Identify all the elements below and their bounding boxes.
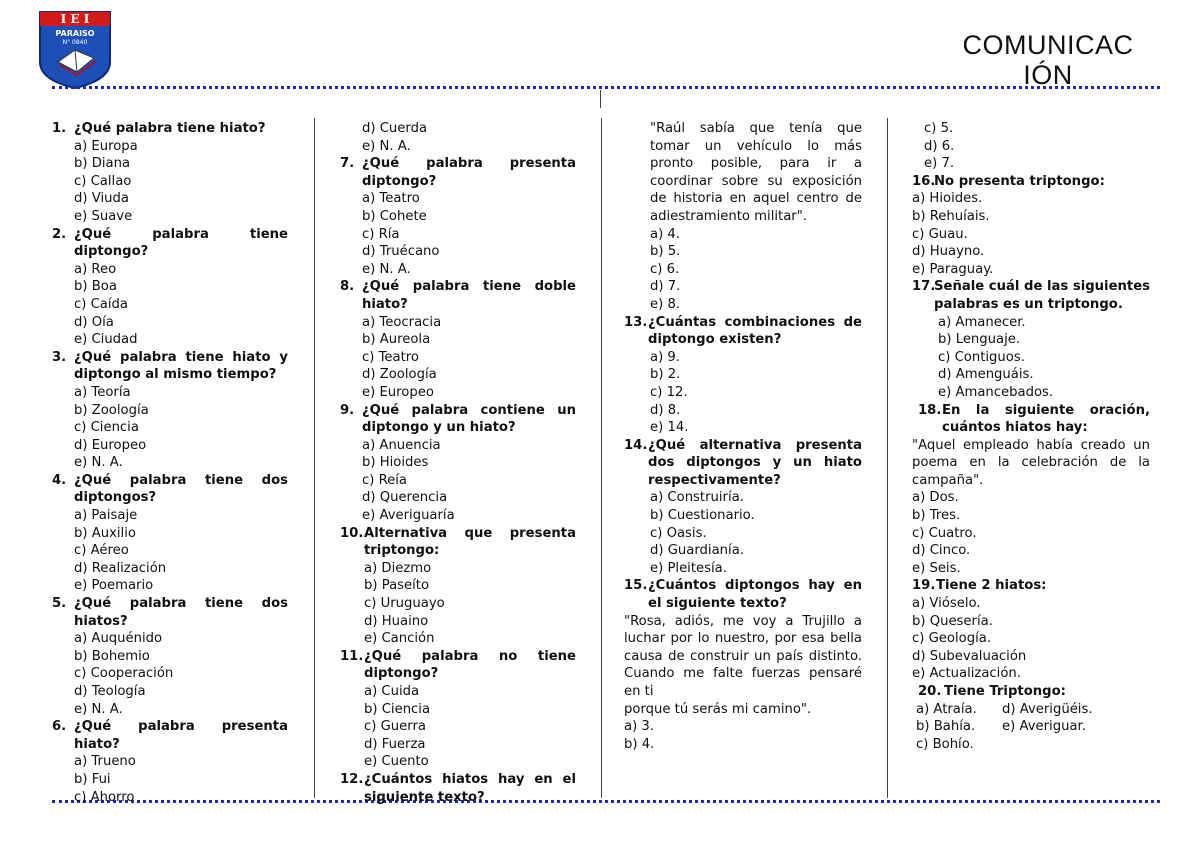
question-number: 13. [624,314,648,330]
option[interactable]: d) Zoología [362,367,437,383]
option[interactable]: a) Dos. [912,490,959,506]
question-text: Tiene Triptongo: [944,684,1066,699]
option[interactable]: b) Rehuíais. [912,208,990,224]
question-number: 17. [912,279,936,295]
question-number: 10. [340,525,364,541]
question-19 [912,577,1150,683]
option[interactable]: b) 5. [650,244,681,260]
option[interactable]: d) Realización [74,560,167,576]
option[interactable]: e) Canción [364,631,435,647]
option[interactable]: e) Amancebados. [938,384,1054,400]
option[interactable]: e) N. A. [362,138,411,154]
option[interactable]: b) Paseíto [364,578,430,594]
question-number: 18. [918,402,942,418]
option[interactable]: a) Teatro [362,191,420,207]
option[interactable]: e) 8. [650,296,681,312]
option[interactable]: b) Zoología [74,402,149,418]
option[interactable]: d) Amenguáis. [938,367,1034,383]
option[interactable]: a) Paisaje [74,508,138,524]
question-number: 16. [912,173,936,189]
question-number: 19. [912,578,936,594]
option[interactable]: a) Amanecer. [938,314,1026,330]
question-3 [52,349,288,472]
question-number: 5. [52,596,67,612]
question-number: 14. [624,437,648,453]
option[interactable]: a) Atraía. [916,701,977,717]
question-12-continued [624,120,862,314]
option[interactable]: c) Reía [362,472,408,488]
option[interactable]: d) 8. [650,402,681,418]
option[interactable]: d) Europeo [74,437,147,453]
question-number: 11. [340,648,364,664]
question-number: 15. [624,578,648,594]
question-17 [912,278,1150,401]
option[interactable]: b) Auxilio [74,525,136,541]
option[interactable]: c) Guerra [364,719,426,735]
question-text: ¿Qué palabra presenta hiato? [74,719,288,752]
option[interactable]: a) Trueno [74,754,136,770]
option[interactable]: d) Huayno. [912,244,985,260]
question-9 [340,402,576,525]
question-text: ¿Cuántas combinaciones de diptongo existen? [648,314,862,348]
option[interactable]: e) Paraguay. [912,261,994,277]
logo-school-name: PARAISO [55,29,95,38]
option[interactable]: d) 6. [924,138,955,154]
question-text: ¿Qué palabra tiene hiato y diptongo al mismo tiempo? [74,349,288,383]
option[interactable]: a) Diezmo [364,560,432,576]
option[interactable]: c) Contiguos. [938,349,1025,365]
logo-letters: I E I [60,12,90,26]
question-15 [624,577,862,753]
question-number: 7. [340,156,355,172]
option[interactable]: e) 7. [924,156,955,172]
question-text: ¿Qué palabra contiene un diptongo y un hiato? [362,402,576,436]
option[interactable]: b) Bohemio [74,648,150,664]
question-text: ¿Qué palabra presenta diptongo? [362,156,576,189]
question-text: ¿Qué palabra tiene hiato? [74,121,266,136]
option[interactable]: a) 9. [650,349,681,365]
question-text: Alternativa que presenta triptongo: [364,525,576,559]
option[interactable]: c) 5. [924,121,954,136]
option[interactable]: d) Oía [74,314,114,330]
header-center-tick [600,90,601,108]
question-18 [912,402,1150,578]
option[interactable]: a) Auquénido [74,631,163,647]
option[interactable]: d) Querencia [362,490,448,506]
option[interactable]: e) Suave [74,208,133,224]
header-divider [52,86,1160,89]
option[interactable]: c) Bohío. [916,736,974,752]
option[interactable]: a) Cuida [364,684,420,699]
option[interactable]: c) Oasis. [650,525,707,541]
question-16 [912,173,1150,279]
question-text: ¿Qué palabra tiene diptongo? [74,226,288,260]
option[interactable]: b) Boa [74,279,117,295]
option[interactable]: b) Ciencia [364,701,431,717]
question-1 [52,120,288,226]
option[interactable]: c) Ría [362,226,400,242]
question-text: Señale cuál de las siguientes palabras es un triptongo. [934,279,1150,312]
question-15-passage: "Rosa, adiós, me voy a Trujillo a luchar por lo nuestro, por esa bella causa de construir un país distinto. Cuando me falte fuerzas pensaré en ti [624,613,862,699]
question-text: ¿Qué palabra tiene dos diptongos? [74,472,288,506]
question-2 [52,226,288,349]
column-4 [912,120,1150,753]
option[interactable]: d) Guardianía. [650,543,744,559]
option[interactable]: b) Aureola [362,332,431,348]
column-2 [340,120,576,806]
option[interactable]: e) Seis. [912,560,961,576]
option[interactable]: e) Poemario [74,578,154,594]
option[interactable]: a) Europa [74,138,138,154]
subject-title-line1: COMUNICAC [962,30,1134,60]
option[interactable]: c) Ciencia [74,420,139,436]
column-1 [52,120,288,806]
option[interactable]: c) Uruguayo [364,596,445,612]
question-4 [52,472,288,595]
question-8 [340,278,576,401]
column-divider-3 [887,118,888,798]
option[interactable]: e) N. A. [362,261,411,277]
question-number: 1. [52,121,67,136]
option[interactable]: e) Actualización. [912,666,1021,682]
option[interactable]: a) Construiría. [650,490,744,506]
option[interactable]: c) Caída [74,296,128,312]
option[interactable]: b) Diana [74,156,131,172]
option[interactable]: c) Geología. [912,631,992,647]
option[interactable]: d) Fuerza [364,736,426,752]
option[interactable]: d) Truécano [362,244,440,260]
option[interactable]: c) Cuatro. [912,525,977,541]
option[interactable]: e) 14. [650,420,689,436]
question-7 [340,155,576,278]
option[interactable]: e) Europeo [362,384,434,400]
question-18-passage: "Aquel empleado había creado un poema en la celebración de la campaña". [912,437,1150,488]
option[interactable]: e) Ciudad [74,332,138,348]
question-number: 12. [340,771,364,787]
option[interactable]: b) Bahía. [916,719,976,735]
option[interactable]: b) Fui [74,771,111,787]
option[interactable]: b) Cuestionario. [650,508,755,524]
question-11 [340,648,576,771]
option[interactable]: c) Guau. [912,226,968,242]
option[interactable]: b) 4. [624,736,655,752]
option[interactable]: c) 12. [650,384,688,400]
question-10 [340,525,576,648]
question-text: ¿Qué alternativa presenta dos diptongos y un hiato respectivamente? [648,437,862,488]
column-divider-1 [314,118,315,798]
option[interactable]: d) Teología [74,684,146,699]
question-6-continued [340,120,576,155]
question-14 [624,437,862,578]
option[interactable]: a) 3. [624,719,655,735]
option[interactable]: e) Averiguar. [1002,719,1086,735]
option[interactable]: a) Hioides. [912,191,983,207]
column-3 [624,120,862,753]
question-20 [912,683,1150,753]
question-6 [52,718,288,806]
logo-school-number: N° 0840 [62,39,88,46]
option[interactable]: c) 6. [650,261,680,277]
option[interactable]: e) Pleitesía. [650,560,727,576]
option[interactable]: a) Reo [74,261,117,277]
option[interactable]: d) 7. [650,279,681,295]
option[interactable]: c) Teatro [362,349,419,365]
question-text: ¿Qué palabra no tiene diptongo? [364,648,576,682]
option[interactable]: d) Cinco. [912,543,971,559]
option[interactable]: a) 4. [650,226,681,242]
question-number: 6. [52,719,67,735]
option[interactable]: c) Callao [74,173,132,189]
question-text: No presenta triptongo: [934,173,1105,189]
question-number: 9. [340,402,355,418]
option[interactable]: b) Hioides [362,455,429,471]
option[interactable]: b) Cohete [362,208,427,224]
option[interactable]: e) N. A. [74,455,123,471]
question-text: Tiene 2 hiatos: [936,578,1047,594]
question-text: En la siguiente oración, cuántos hiatos hay: [942,402,1150,436]
question-number: 3. [52,349,67,365]
option[interactable]: c) Cooperación [74,666,174,682]
option[interactable]: e) Averiguaría [362,508,455,524]
question-5 [52,595,288,718]
question-number: 2. [52,226,67,242]
question-15-passage-end: porque tú serás mi camino". [624,701,812,717]
option[interactable]: c) Ahorro [74,789,135,805]
option[interactable]: b) Lenguaje. [938,332,1021,348]
question-number: 20. [918,684,942,699]
option[interactable]: d) Averigüéis. [1002,701,1093,717]
subject-title [958,30,1138,90]
option[interactable]: e) Cuento [364,754,429,770]
option[interactable]: a) Teocracia [362,314,442,330]
question-13 [624,314,862,437]
option[interactable]: b) Tres. [912,508,961,524]
question-12 [340,771,576,806]
subject-title-line2: IÓN [1023,60,1073,90]
column-divider-2 [601,118,602,798]
question-number: 4. [52,472,67,488]
option[interactable]: d) Huaino [364,613,429,629]
option[interactable]: e) N. A. [74,701,123,717]
option[interactable]: d) Cuerda [362,121,428,136]
option[interactable]: d) Viuda [74,191,129,207]
option[interactable]: a) Vióselo. [912,596,981,612]
option[interactable]: a) Teoría [74,384,131,400]
option[interactable]: b) 2. [650,367,681,383]
option[interactable]: a) Anuencia [362,437,441,453]
question-text: ¿Qué palabra tiene dos hiatos? [74,596,288,629]
option[interactable]: b) Quesería. [912,613,993,629]
question-text: ¿Cuántos diptongos hay en el siguiente texto? [648,578,862,612]
question-number: 8. [340,279,355,295]
school-logo [38,10,112,90]
question-text: ¿Cuántos hiatos hay en el siguiente texto? [364,771,576,805]
option[interactable]: c) Aéreo [74,543,129,559]
option[interactable]: d) Subevaluación [912,648,1027,664]
question-12-passage: "Raúl sabía que tenía que tomar un vehículo lo más pronto posible, para ir a coordinar sobre su exposición de historia en aquel centro de adiestramiento militar". [650,121,862,224]
question-15-continued [912,120,1150,173]
question-text: ¿Qué palabra tiene doble hiato? [362,279,576,312]
